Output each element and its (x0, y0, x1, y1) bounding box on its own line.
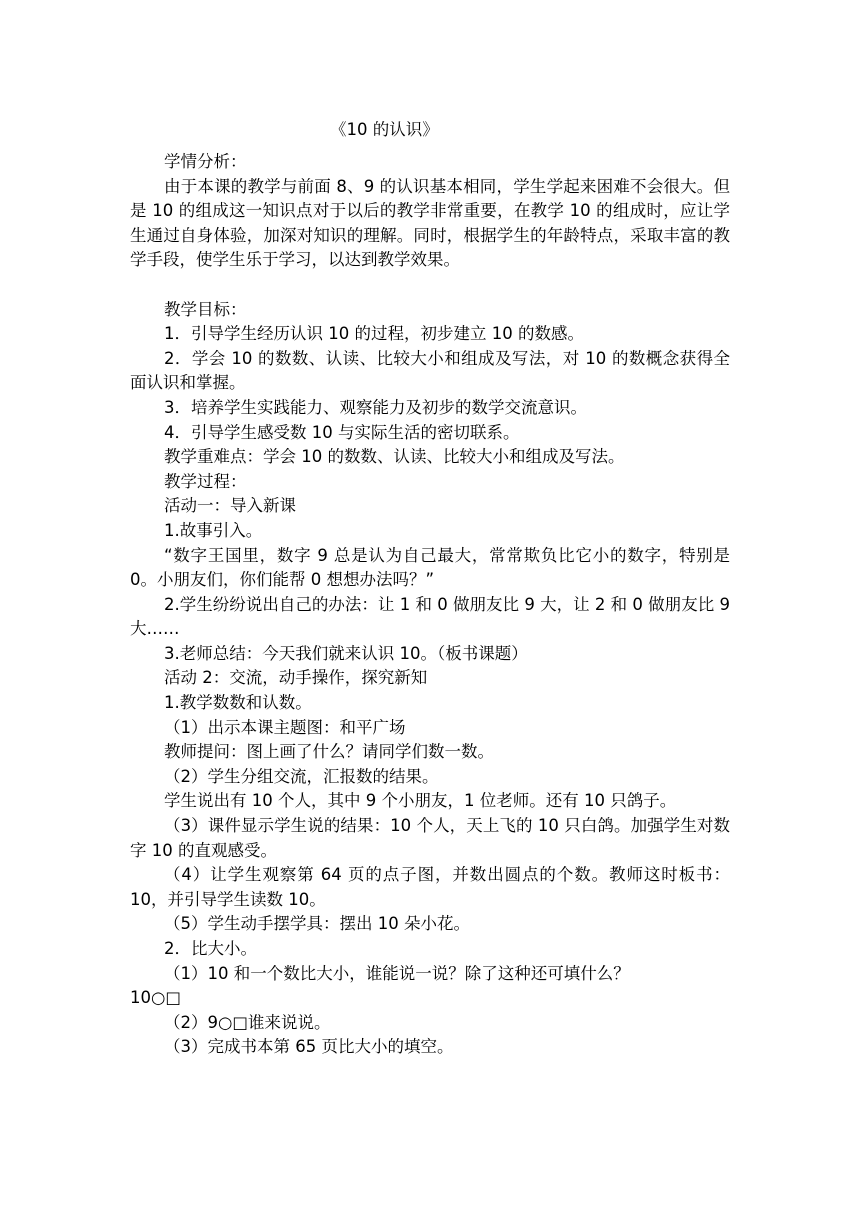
document-body (130, 150, 730, 1060)
compare-expression-1: 10○□ (130, 988, 181, 1008)
compare-item-1: （1）10 和一个数比大小，谁能说一说？除了这种还可填什么？ (164, 963, 630, 983)
activity-2-item-5: （5）学生动手摆学具：摆出 10 朵小花。 (164, 914, 470, 934)
activity-1-step-2: 2.学生纷纷说出自己的办法：让 1 和 0 做朋友比 9 大，让 2 和 0 做朋友比 9 大…… (130, 594, 730, 639)
section-heading-goals: 教学目标： (164, 299, 247, 319)
goal-item-3: 3．培养学生实践能力、观察能力及初步的数学交流意识。 (164, 397, 587, 417)
goal-item-1: 1．引导学生经历认识 10 的过程，初步建立 10 的数感。 (164, 324, 584, 344)
activity-2-item-3: （3）课件显示学生说的结果：10 个人，天上飞的 10 只白鸽。加强学生对数字 10 的直观感受。 (130, 816, 730, 860)
teacher-question: 教师提问：图上画了什么？请同学们数一数。 (164, 742, 494, 762)
goal-item-2: 2．学会 10 的数数、认读、比较大小和组成及写法，对 10 的数概念获得全面认识和掌握。 (130, 348, 730, 393)
section-heading-analysis: 学情分析： (164, 152, 247, 171)
compare-item-2: （2）9○□谁来说说。 (164, 1012, 331, 1032)
activity-2-item-4: （4）让学生观察第 64 页的点子图，并数出圆点的个数。教师这时板书：10，并引导学生读数 10。 (130, 865, 730, 909)
paragraph-analysis: 由于本课的教学与前面 8、9 的认识基本相同，学生学起来困难不会很大。但是 10 的组成这一知识点对于以后的教学非常重要，在教学 10 的组成时，应让学生通过自身体验，加深对知识的理解。同时，根据学生的年龄特点，采取丰富的教学手段，使学生乐于学习，以达到教学效果。 (130, 176, 730, 270)
activity-1-step-3: 3.老师总结：今天我们就来认识 10。（板书课题） (164, 643, 528, 663)
activity-1-heading: 活动一：导入新课 (164, 496, 296, 516)
activity-2-item-1: （1）出示本课主题图：和平广场 (164, 717, 406, 737)
section-heading-process: 教学过程： (164, 471, 247, 491)
key-points: 教学重难点：学会 10 的数数、认读、比较大小和组成及写法。 (164, 447, 625, 467)
activity-1-step-1: 1.故事引入。 (164, 520, 263, 540)
activity-2-step-2: 2．比大小。 (164, 939, 257, 958)
blank-line (130, 273, 730, 298)
student-answer: 学生说出有 10 个人，其中 9 个小朋友，1 位老师。还有 10 只鸽子。 (164, 791, 677, 811)
activity-2-heading: 活动 2：交流，动手操作，探究新知 (164, 668, 428, 688)
activity-1-story: “数字王国里，数字 9 总是认为自己最大，常常欺负比它小的数字，特别是 0。小朋友们，你们能帮 0 想想办法吗？” (130, 545, 730, 590)
goal-item-4: 4．引导学生感受数 10 与实际生活的密切联系。 (164, 422, 520, 442)
activity-2-item-2: （2）学生分组交流，汇报数的结果。 (164, 766, 439, 786)
activity-2-step-1: 1.教学数数和认数。 (164, 693, 312, 713)
compare-item-3: （3）完成书本第 65 页比大小的填空。 (164, 1037, 454, 1057)
document-title: 《10 的认识》 (330, 120, 439, 139)
